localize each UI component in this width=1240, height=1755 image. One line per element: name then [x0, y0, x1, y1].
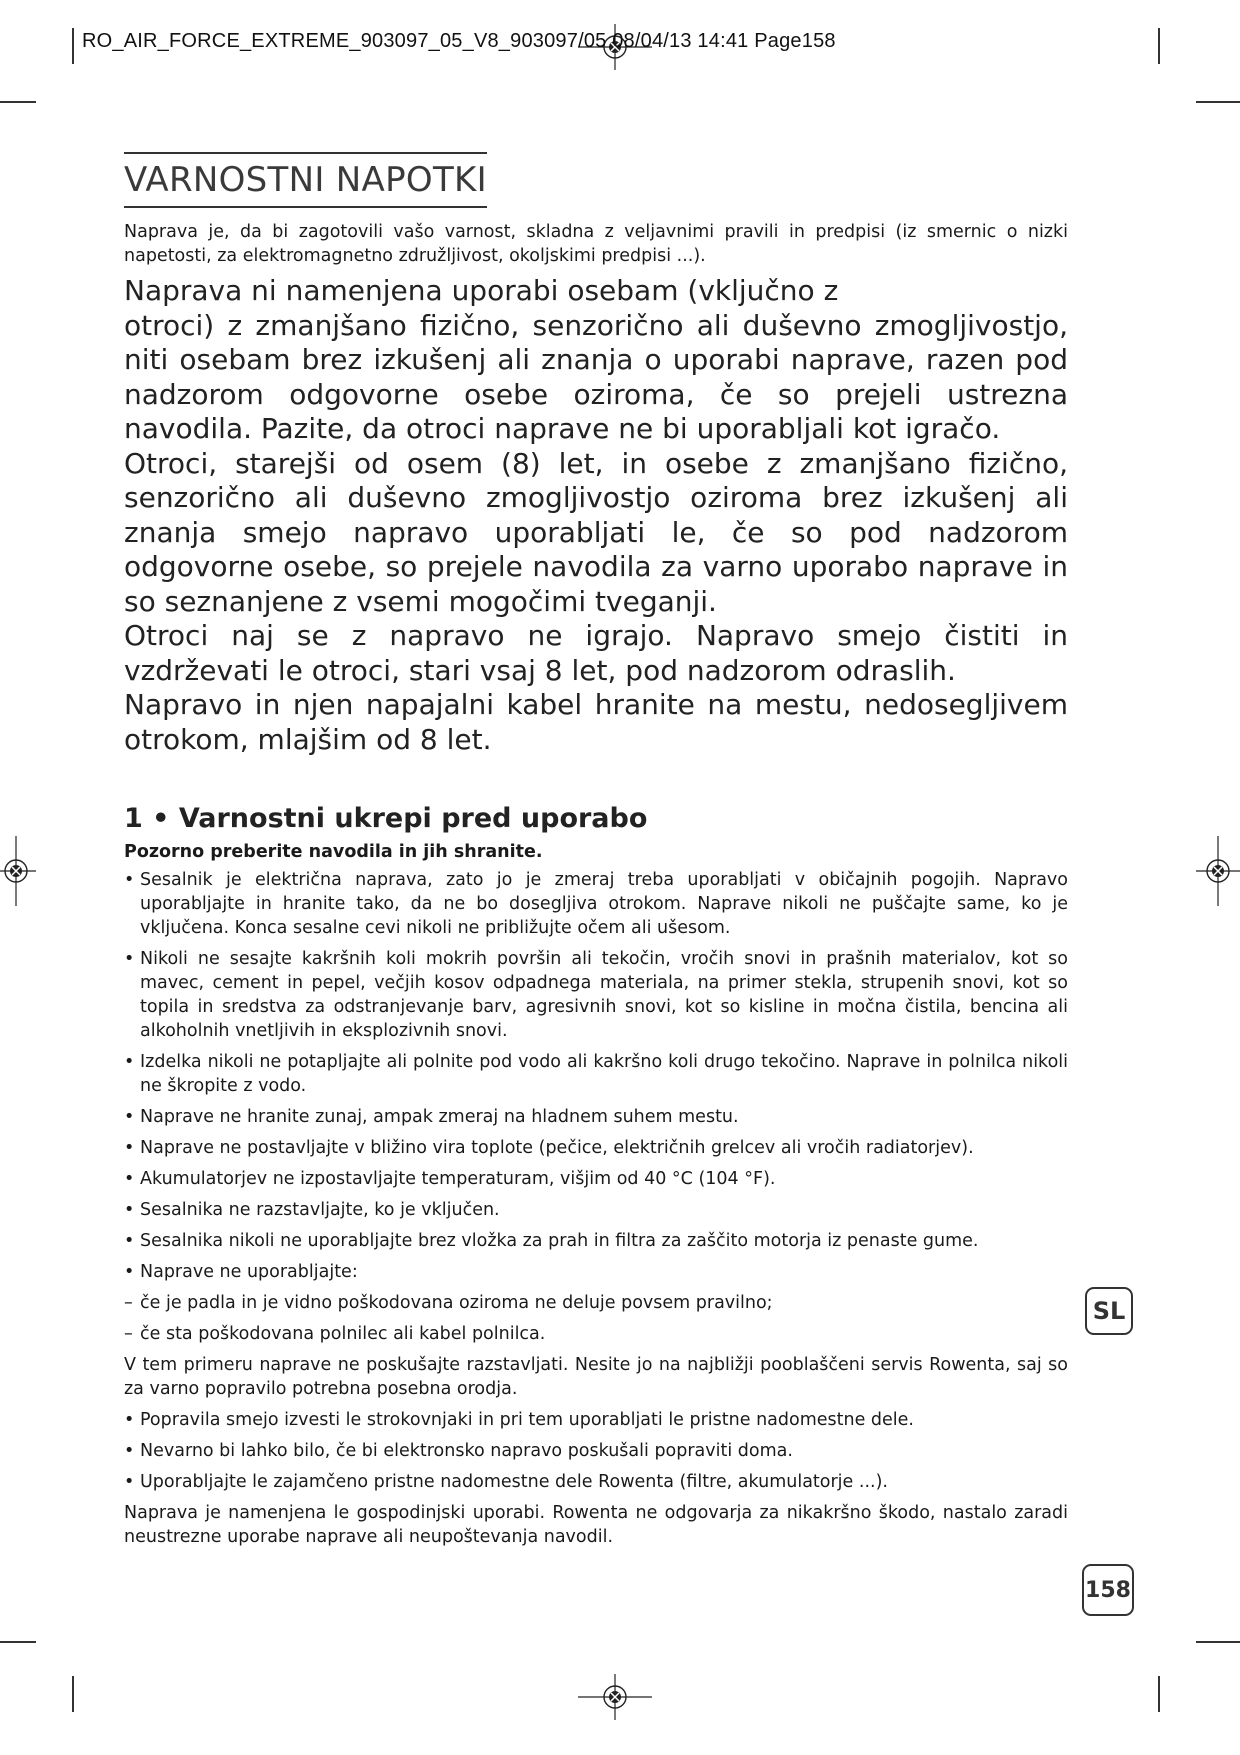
list-item-text: Nikoli ne sesajte kakršnih koli mokrih površin ali tekočin, vročih snovi in prašnih materialov, kot so mavec, cement in pepel, večjih kosov odpadnega materiala, na primer stekla, strupenih snovi, kot so topila in sredstva za odstranjevanje barv, agresivnih snovi, kot so kisline in močna čistila, bencina ali alkoholnih vnetljivih in eksplozivnih snovi. — [140, 949, 1068, 1041]
crop-mark — [72, 28, 74, 64]
list-item-text: Akumulatorjev ne izpostavljajte temperaturam, višjim od 40 °C (104 °F). — [140, 1169, 776, 1189]
intro-warning-paragraph: Otroci, starejši od osem (8) let, in osebe z zmanjšano fizično, senzorično ali duševno zmogljivostjo oziroma brez izkušenj ali znanja smejo napravo uporabljati le, če so pod nadzorom odgovorne osebe, so prejele navodila za varno uporabo naprave in so seznanjene z vsemi mogočimi tveganji. — [124, 446, 1068, 618]
bullet-mark: • — [124, 1052, 135, 1072]
bullet-mark: • — [124, 949, 135, 969]
bullet-mark: • — [124, 1169, 135, 1189]
list-item — [124, 1105, 1068, 1129]
section-heading: 1 • Varnostni ukrepi pred uporabo — [124, 803, 648, 834]
intro-warning-paragraph: Napravo in njen napajalni kabel hranite na mestu, nedosegljivem otrokom, mlajšim od 8 let. — [124, 688, 1068, 756]
list-item-text: Sesalnik je električna naprava, zato jo je zmeraj treba uporabljati v običajnih pogojih. Napravo uporabljajte in hranite tako, da ne bo dosegljiva otrokom. Naprave nikoli ne puščajte same, ko je vključena. Konca sesalne cevi nikoli ne približujte očem ali ušesom. — [140, 870, 1068, 938]
title-rule-box — [124, 152, 487, 208]
bullet-mark: • — [124, 1441, 135, 1461]
list-item — [124, 1470, 1068, 1494]
print-slug: RO_AIR_FORCE_EXTREME_903097_05_V8_903097/05 08/04/13 14:41 Page158 — [82, 30, 836, 52]
crop-mark — [72, 1676, 74, 1712]
list-item-text: Popravila smejo izvesti le strokovnjaki in pri tem uporabljati le pristne nadomestne dele. — [140, 1410, 914, 1430]
intro-warning-block — [124, 274, 1068, 757]
list-item-text: Naprave ne uporabljajte: — [140, 1262, 358, 1282]
list-item — [124, 1198, 1068, 1222]
bullet-list — [124, 1408, 1068, 1494]
dash-mark: – — [124, 1324, 133, 1344]
closing-paragraph: Naprava je namenjena le gospodinjski uporabi. Rowenta ne odgovarja za nikakršno škodo, nastalo zaradi neustrezne uporabe naprave ali neupoštevanja navodil. — [124, 1503, 1068, 1547]
list-item — [124, 868, 1068, 940]
list-item — [124, 1167, 1068, 1191]
list-item — [124, 947, 1068, 1043]
dash-item — [124, 1291, 1068, 1315]
section-safety-precautions — [124, 802, 1068, 1556]
repair-paragraph: V tem primeru naprave ne poskušajte razstavljati. Nesite jo na najbližji pooblaščeni servis Rowenta, saj so za varno popravilo potrebna posebna orodja. — [124, 1355, 1068, 1399]
list-item — [124, 1408, 1068, 1432]
page-title: VARNOSTNI NAPOTKI — [124, 160, 487, 200]
intro-warning-paragraph: Otroci naj se z napravo ne igrajo. Napravo smejo čistiti in vzdrževati le otroci, stari vsaj 8 let, pod nadzorom odraslih. — [124, 619, 1068, 687]
bullet-mark: • — [124, 870, 135, 890]
intro-compliance-text: Naprava je, da bi zagotovili vašo varnost, skladna z veljavnimi pravili in predpisi (iz smernic o nizki napetosti, za elektromagnetno združljivost, okoljskimi predpisi ...). — [124, 222, 1068, 266]
list-item — [124, 1229, 1068, 1253]
section-lead: Pozorno preberite navodila in jih shranite. — [124, 842, 543, 862]
bullet-mark: • — [124, 1200, 135, 1220]
bullet-mark: • — [124, 1410, 135, 1430]
list-item-text: Izdelka nikoli ne potapljajte ali polnite pod vodo ali kakršno koli drugo tekočino. Naprave in polnilca nikoli ne škropite z vodo. — [140, 1052, 1068, 1096]
crop-mark — [0, 101, 36, 103]
list-item — [124, 1260, 1068, 1284]
list-item-text: če je padla in je vidno poškodovana oziroma ne deluje povsem pravilno; — [140, 1293, 773, 1313]
list-item-text: če sta poškodovana polnilec ali kabel polnilca. — [140, 1324, 546, 1344]
list-item-text: Naprave ne hranite zunaj, ampak zmeraj na hladnem suhem mestu. — [140, 1107, 739, 1127]
list-item-text: Uporabljajte le zajamčeno pristne nadomestne dele Rowenta (filtre, akumulatorje ...). — [140, 1472, 888, 1492]
crop-mark — [0, 1641, 36, 1643]
bullet-mark: • — [124, 1107, 135, 1127]
registration-mark-bottom — [578, 1674, 652, 1720]
list-item-text: Nevarno bi lahko bilo, če bi elektronsko napravo poskušali popraviti doma. — [140, 1441, 793, 1461]
intro-warning-paragraph: otroci) z zmanjšano fizično, senzorično ali duševno zmogljivostjo, niti osebam brez izkušenj ali znanja o uporabi naprave, razen pod nadzorom odgovorne osebe oziroma, če so prejeli ustrezna navodila. Pazite, da otroci naprave ne bi uporabljali kot igračo. — [124, 308, 1068, 445]
registration-mark-right — [1196, 836, 1240, 906]
crop-mark — [1196, 101, 1240, 103]
registration-mark-left — [0, 836, 36, 906]
list-item-text: Sesalnika ne razstavljajte, ko je vključen. — [140, 1200, 500, 1220]
bullet-mark: • — [124, 1138, 135, 1158]
bullet-mark: • — [124, 1231, 135, 1251]
page-number-badge: 158 — [1082, 1564, 1134, 1616]
list-item-text: Naprave ne postavljajte v bližino vira toplote (pečice, električnih grelcev ali vročih radiatorjev). — [140, 1138, 974, 1158]
crop-mark — [1196, 1641, 1240, 1643]
list-item-text: Sesalnika nikoli ne uporabljajte brez vložka za prah in filtra za zaščito motorja iz penaste gume. — [140, 1231, 979, 1251]
language-badge: SL — [1085, 1287, 1133, 1335]
bullet-mark: • — [124, 1472, 135, 1492]
crop-mark — [1158, 1676, 1160, 1712]
dash-item — [124, 1322, 1068, 1346]
intro-warning-line: Naprava ni namenjena uporabi osebam (vključno z — [124, 274, 839, 307]
bullet-mark: • — [124, 1262, 135, 1282]
dash-mark: – — [124, 1293, 133, 1313]
list-item — [124, 1439, 1068, 1463]
list-item — [124, 1050, 1068, 1098]
bullet-list — [124, 868, 1068, 1346]
list-item — [124, 1136, 1068, 1160]
crop-mark — [1158, 28, 1160, 64]
